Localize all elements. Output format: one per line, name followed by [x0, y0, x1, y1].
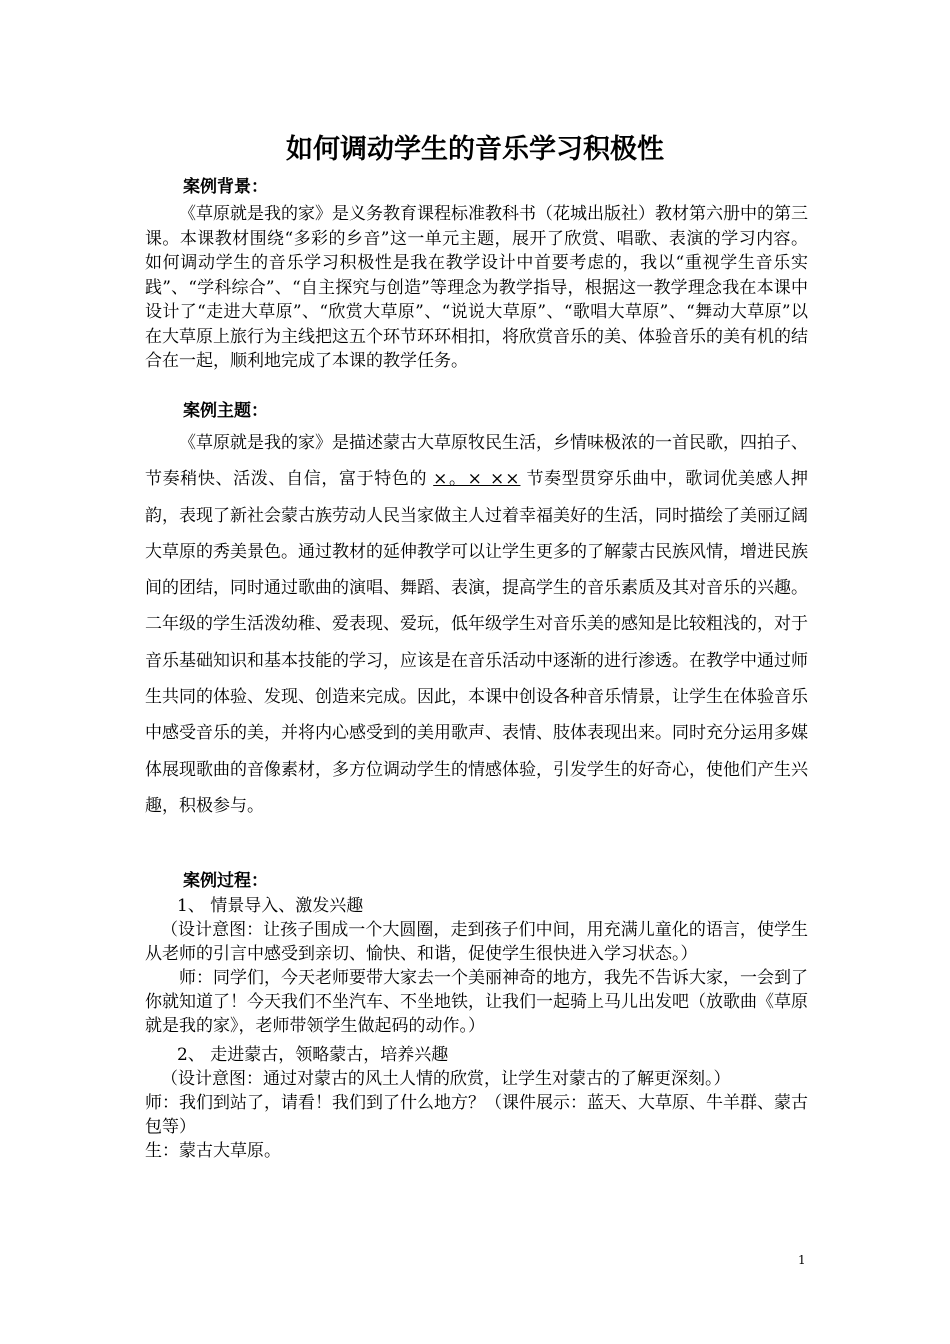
section-heading-background: 案例背景：: [183, 177, 268, 197]
step1-intent: （设计意图：让孩子围成一个大圆圈，走到孩子们中间，用充满儿童化的语言，使学生从老师的引言中感受到亲切、愉快、和谐，促使学生很快进入学习状态。）: [145, 920, 808, 964]
step2-teacher-line: 师：我们到站了，请看！我们到了什么地方？（课件展示：蓝天、大草原、牛羊群、蒙古包等）: [145, 1093, 808, 1137]
theme-text-before: 《草原就是我的家》是描述蒙古大草原牧民生活，乡情味极浓的一首民歌，四拍子、节奏稍快、活泼、自信，富于特色的: [145, 433, 808, 490]
step2-student-line: 生：蒙古大草原。: [145, 1141, 281, 1161]
document-title: 如何调动学生的音乐学习积极性: [286, 134, 664, 165]
step1-title: 1、 情景导入、激发兴趣: [177, 896, 364, 916]
page-number: 1: [798, 1253, 806, 1267]
rhythm-pattern: ×。× ××: [433, 469, 521, 490]
theme-paragraph: [145, 425, 808, 824]
background-paragraph: 《草原就是我的家》是义务教育课程标准教科书（花城出版社）教材第六册中的第三课。本课教材围绕“多彩的乡音”这一单元主题，展开了欣赏、唱歌、表演的学习内容。如何调动学生的音乐学习积极性是我在教学设计中首要考虑的，我以“重视学生音乐实践”、“学科综合”、“自主探究与创造”等理念为教学指导，根据这一教学理念我在本课中设计了“走进大草原”、“欣赏大草原”、“说说大草原”、“歌唱大草原”、“舞动大草原”以在大草原上旅行为主线把这五个环节环环相扣，将欣赏音乐的美、体验音乐的美有机的结合在一起，顺利地完成了本课的教学任务。: [145, 204, 808, 371]
step1-teacher-line: 师：同学们，今天老师要带大家去一个美丽神奇的地方，我先不告诉大家，一会到了你就知道了！今天我们不坐汽车、不坐地铁，让我们一起骑上马儿出发吧（放歌曲《草原就是我的家》，老师带领学生做起码的动作。）: [145, 968, 808, 1036]
step2-title: 2、 走进蒙古，领略蒙古，培养兴趣: [177, 1045, 449, 1065]
theme-text-after: 节奏型贯穿乐曲中，歌词优美感人押韵，表现了新社会蒙古族劳动人民当家做主人过着幸福美好的生活，同时描绘了美丽辽阔大草原的秀美景色。通过教材的延伸教学可以让学生更多的了解蒙古民族风情，增进民族间的团结，同时通过歌曲的演唱、舞蹈、表演，提高学生的音乐素质及其对音乐的兴趣。二年级的学生活泼幼稚、爱表现、爱玩，低年级学生对音乐美的感知是比较粗浅的，对于音乐基础知识和基本技能的学习，应该是在音乐活动中逐渐的进行渗透。在教学中通过师生共同的体验、发现、创造来完成。因此，本课中创设各种音乐情景，让学生在体验音乐中感受音乐的美，并将内心感受到的美用歌声、表情、肢体表现出来。同时充分运用多媒体展现歌曲的音像素材，多方位调动学生的情感体验，引发学生的好奇心，使他们产生兴趣，积极参与。: [145, 469, 808, 816]
step2-intent: （设计意图：通过对蒙古的风土人情的欣赏，让学生对蒙古的了解更深刻。）: [161, 1069, 731, 1089]
section-heading-process: 案例过程：: [183, 871, 268, 891]
section-heading-theme: 案例主题：: [183, 401, 268, 421]
